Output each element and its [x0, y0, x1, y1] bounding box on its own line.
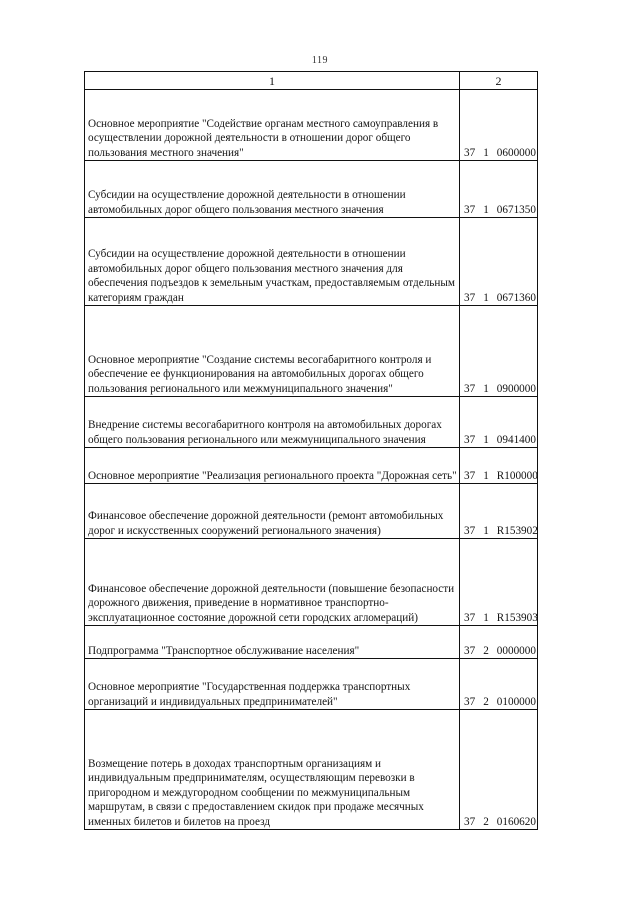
row-name: Подпрограмма "Транспортное обслуживание населения" [85, 626, 460, 659]
code-direction: 00000 [507, 146, 536, 159]
code-sub: 1 [483, 203, 489, 216]
table-row [85, 90, 538, 161]
code-program: 37 [464, 524, 476, 537]
row-name: Основное мероприятие "Создание системы весогабаритного контроля и обеспечение ее функционирования на автомобильных дорогах общего пользования регионального или межмуниципального значения" [85, 306, 460, 397]
code-event: R1 [496, 611, 510, 624]
page-number: 119 [311, 55, 329, 66]
code-event: 09 [496, 433, 508, 446]
row-code [460, 448, 538, 484]
budget-classification-table [84, 71, 538, 830]
code-direction: 00000 [507, 695, 536, 708]
table-row [85, 484, 538, 539]
row-code [460, 306, 538, 397]
code-program: 37 [464, 146, 476, 159]
row-code [460, 397, 538, 448]
row-name: Основное мероприятие "Содействие органам местного самоуправления в осуществлении дорожной деятельности в отношении дорог общего пользования местного значения" [85, 90, 460, 161]
row-code [460, 90, 538, 161]
code-program: 37 [464, 695, 476, 708]
row-name: Субсидии на осуществление дорожной деятельности в отношении автомобильных дорог общего пользования местного значения для обеспечения подъездов к земельным участкам, предоставляемым отдельным категориям граждан [85, 218, 460, 306]
row-code [460, 484, 538, 539]
code-direction: 00000 [507, 644, 536, 657]
code-program: 37 [464, 815, 476, 828]
row-code [460, 659, 538, 710]
code-event: R1 [496, 469, 510, 482]
row-name: Возмещение потерь в доходах транспортным организациям и индивидуальным предпринимателям, осуществляющим перевозки в пригородном и междугородном сообщении по межмуниципальным маршрутам, в связи с предоставлением скидок при продаже месячных именных билетов и билетов на проезд [85, 710, 460, 830]
code-event: 06 [496, 146, 508, 159]
code-event: 00 [496, 644, 508, 657]
code-sub: 1 [483, 524, 489, 537]
code-direction: 71360 [507, 291, 536, 304]
code-event: 01 [496, 815, 508, 828]
table-row [85, 218, 538, 306]
header-col-1: 1 [85, 72, 460, 90]
row-code [460, 161, 538, 218]
row-code [460, 539, 538, 626]
code-program: 37 [464, 611, 476, 624]
code-sub: 2 [483, 695, 489, 708]
code-event: 06 [496, 203, 508, 216]
code-program: 37 [464, 382, 476, 395]
code-event: 09 [496, 382, 508, 395]
code-direction: 00000 [509, 469, 538, 482]
code-direction: 53902 [509, 524, 538, 537]
code-event: R1 [496, 524, 510, 537]
code-sub: 1 [483, 611, 489, 624]
code-program: 37 [464, 433, 476, 446]
code-sub: 1 [483, 433, 489, 446]
code-event: 01 [496, 695, 508, 708]
code-direction: 71350 [507, 203, 536, 216]
row-code [460, 218, 538, 306]
table-header-row [85, 72, 538, 90]
code-program: 37 [464, 203, 476, 216]
table-row [85, 161, 538, 218]
code-program: 37 [464, 291, 476, 304]
code-direction: 41400 [507, 433, 536, 446]
row-code [460, 626, 538, 659]
code-event: 06 [496, 291, 508, 304]
code-sub: 1 [483, 146, 489, 159]
row-name: Внедрение системы весогабаритного контроля на автомобильных дорогах общего пользования регионального или межмуниципального значения [85, 397, 460, 448]
table-row [85, 539, 538, 626]
table-row [85, 659, 538, 710]
code-sub: 1 [483, 382, 489, 395]
row-name: Финансовое обеспечение дорожной деятельности (повышение безопасности дорожного движения, приведение в нормативное транспортно-эксплуатационное состояние дорожной сети городских агломераций) [85, 539, 460, 626]
row-code [460, 710, 538, 830]
row-name: Финансовое обеспечение дорожной деятельности (ремонт автомобильных дорог и искусственных сооружений регионального значения) [85, 484, 460, 539]
header-col-2: 2 [460, 72, 538, 90]
code-program: 37 [464, 644, 476, 657]
code-sub: 2 [483, 815, 489, 828]
code-sub: 1 [483, 291, 489, 304]
table-row [85, 626, 538, 659]
row-name: Основное мероприятие "Государственная поддержка транспортных организаций и индивидуальных предпринимателей" [85, 659, 460, 710]
table-row [85, 448, 538, 484]
table-row [85, 710, 538, 830]
table-row [85, 306, 538, 397]
row-name: Основное мероприятие "Реализация регионального проекта "Дорожная сеть" [85, 448, 460, 484]
code-direction: 00000 [507, 382, 536, 395]
code-sub: 1 [483, 469, 489, 482]
code-direction: 53903 [509, 611, 538, 624]
row-name: Субсидии на осуществление дорожной деятельности в отношении автомобильных дорог общего пользования местного значения [85, 161, 460, 218]
code-sub: 2 [483, 644, 489, 657]
code-program: 37 [464, 469, 476, 482]
code-direction: 60620 [507, 815, 536, 828]
table-row [85, 397, 538, 448]
